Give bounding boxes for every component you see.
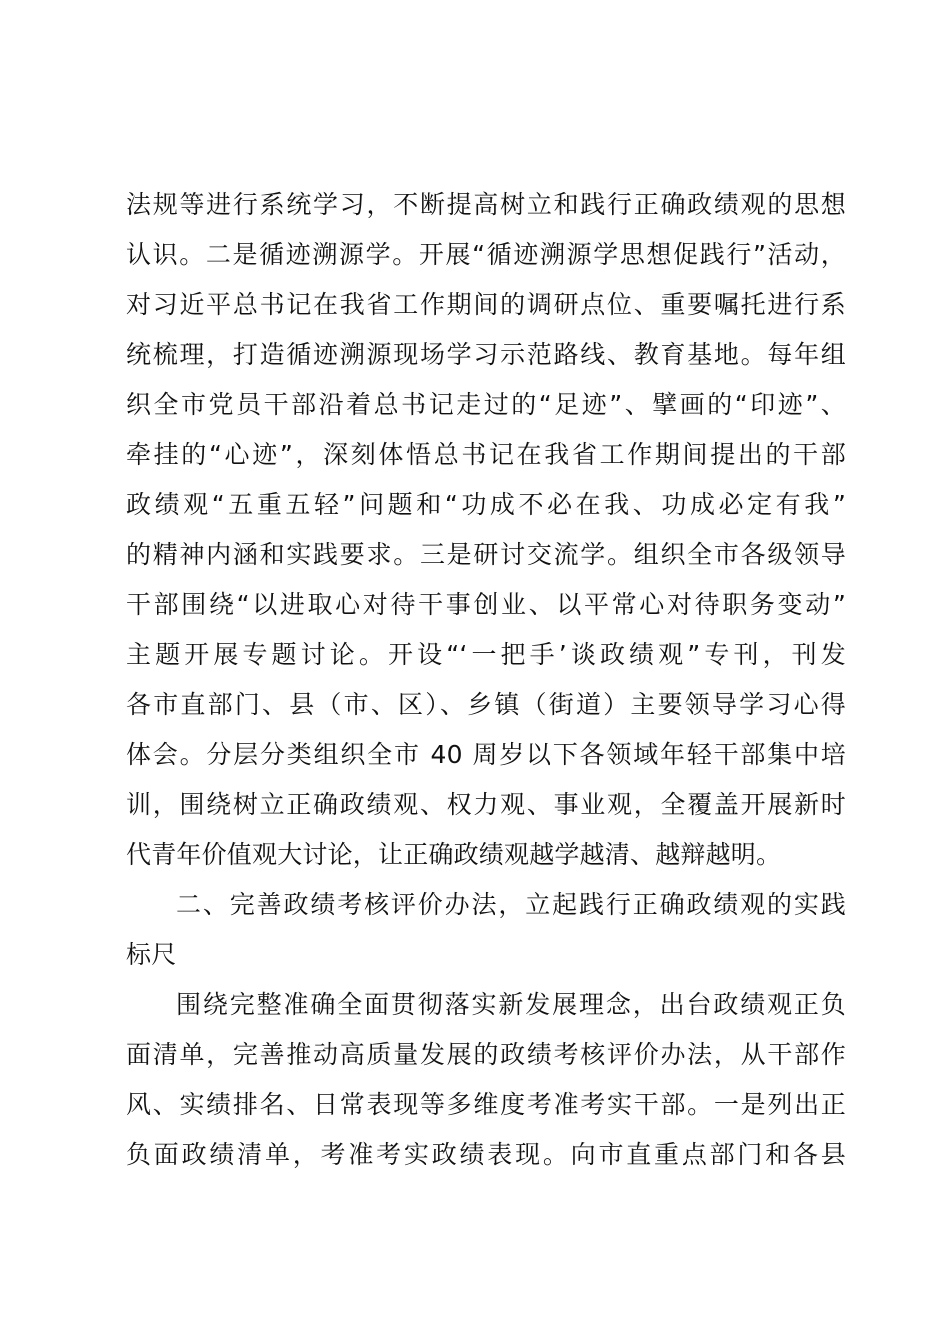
paragraph-first-line: 围绕完整准确全面贯彻落实新发展理念，出台政绩观正负	[176, 990, 846, 1019]
text-line: 各市直部门、县（市、区）、乡镇（街道）主要领导学习心得	[126, 690, 846, 719]
text-line: 负面政绩清单，考准考实政绩表现。向市直重点部门和各县	[126, 1140, 846, 1169]
text-line: 织全市党员干部沿着总书记走过的“足迹”、擘画的“印迹”、	[126, 390, 846, 419]
text-line: 牵挂的“心迹”，深刻体悟总书记在我省工作期间提出的干部	[126, 440, 846, 469]
document-body	[126, 180, 846, 1180]
text-line: 主题开展专题讨论。开设“‘一把手’谈政绩观”专刊，刊发	[126, 640, 846, 669]
text-line: 的精神内涵和实践要求。三是研讨交流学。组织全市各级领导	[126, 540, 846, 569]
text-line: 体会。分层分类组织全市 40 周岁以下各领域年轻干部集中培	[126, 740, 846, 769]
text-line: 认识。二是循迹溯源学。开展“循迹溯源学思想促践行”活动，	[126, 240, 846, 269]
text-line: 对习近平总书记在我省工作期间的调研点位、重要嘱托进行系	[126, 290, 846, 319]
text-line: 干部围绕“以进取心对待干事创业、以平常心对待职务变动”	[126, 590, 846, 619]
text-line: 政绩观“五重五轻”问题和“功成不必在我、功成必定有我”	[126, 490, 846, 519]
text-line: 训，围绕树立正确政绩观、权力观、事业观，全覆盖开展新时	[126, 790, 846, 819]
text-line: 代青年价值观大讨论，让正确政绩观越学越清、越辩越明。	[126, 840, 782, 869]
section-heading-continuation: 标尺	[126, 940, 177, 969]
text-line: 统梳理，打造循迹溯源现场学习示范路线、教育基地。每年组	[126, 340, 846, 369]
text-line: 面清单，完善推动高质量发展的政绩考核评价办法，从干部作	[126, 1040, 846, 1069]
text-line: 风、实绩排名、日常表现等多维度考准考实干部。一是列出正	[126, 1090, 846, 1119]
section-heading: 二、完善政绩考核评价办法，立起践行正确政绩观的实践	[176, 890, 846, 919]
text-line: 法规等进行系统学习，不断提高树立和践行正确政绩观的思想	[126, 190, 846, 219]
